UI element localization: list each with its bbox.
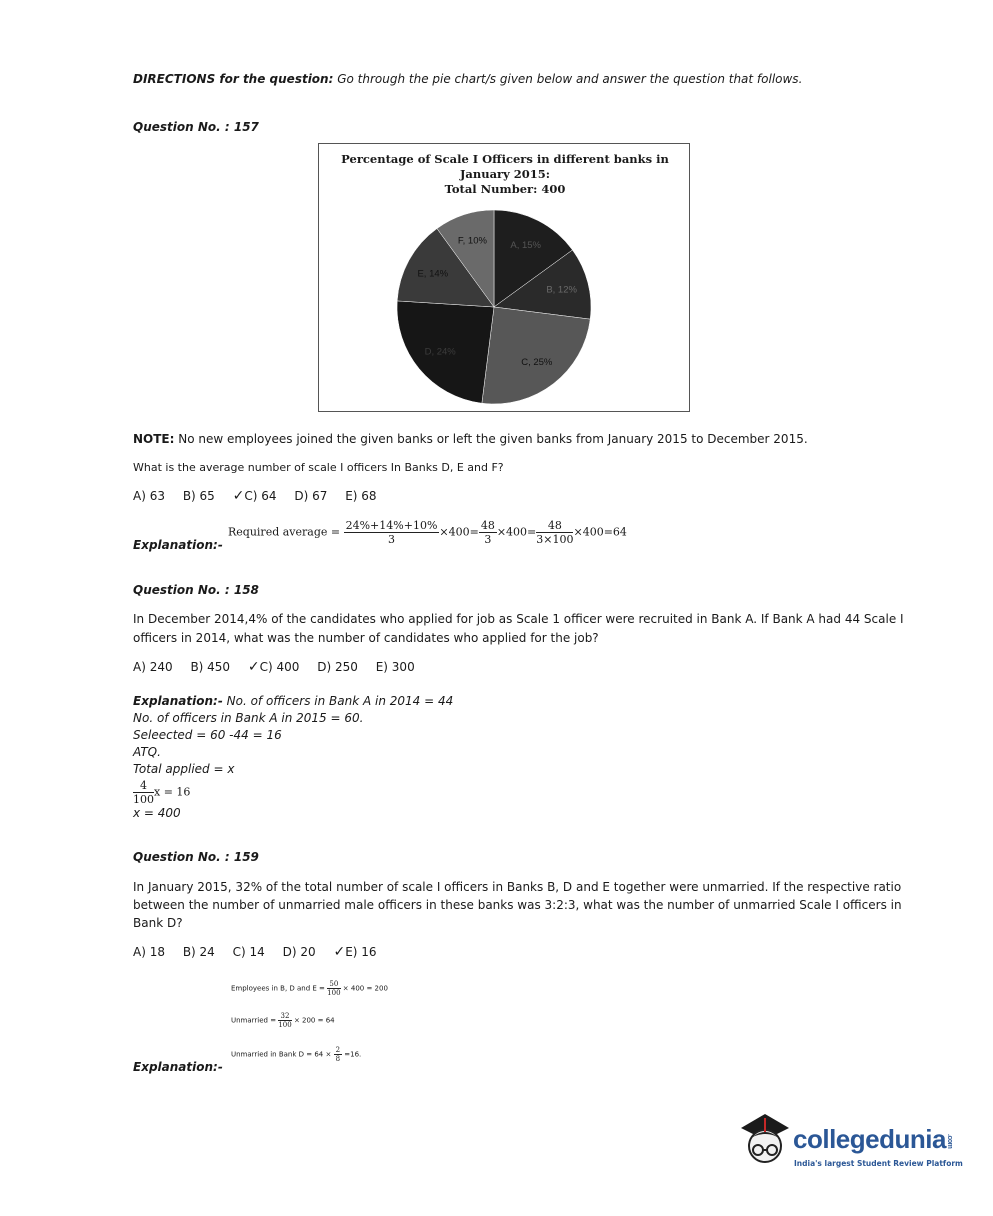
- q158-option-d: D) 250: [317, 660, 358, 674]
- q157-option-d: D) 67: [294, 489, 328, 503]
- q159-exp-line-3: Unmarried in Bank D = 64 × $\frac{2}{8}$ =16.: [231, 1046, 362, 1063]
- q159-label: Question No. : 159: [133, 850, 259, 864]
- q159-question-line-1: In January 2015, 32% of the total number of scale I officers in Banks B, D and E together were unmarried. If the respective ratio: [133, 880, 902, 894]
- q158-options: [133, 659, 429, 675]
- q158-explanation: [133, 694, 453, 708]
- directions: [133, 72, 802, 86]
- formula-term-1: ×400=: [439, 525, 479, 539]
- q158-fraction: $\frac{4}{100}$: [133, 779, 154, 806]
- note-text: No new employees joined the given banks or left the given banks from January 2015 to December 2015.: [178, 432, 808, 446]
- q159-exp-line-2: Unmarried = $\frac{32}{100}$ × 200 = 64: [231, 1012, 335, 1029]
- q158-exp-line-1: No. of officers in Bank A in 2014 = 44: [226, 694, 454, 708]
- chart-title-line-2: January 2015:: [459, 167, 551, 181]
- formula-fraction-1: $\frac{24\%+14\%+10\%}{3}$: [345, 519, 438, 546]
- q158-fraction-equation: [133, 779, 190, 806]
- q157-options: [133, 488, 391, 504]
- q159-option-d: D) 20: [282, 945, 316, 959]
- q158-question-line-2: officers in 2014, what was the number of candidates who applied for the job?: [133, 631, 599, 645]
- q158-exp-line-4: ATQ.: [133, 745, 161, 759]
- formula-fraction-2: $\frac{48}{3}$: [480, 519, 495, 546]
- q157-question: What is the average number of scale I officers In Banks D, E and F?: [133, 461, 504, 474]
- q159-option-b: B) 24: [182, 945, 215, 959]
- q158-exp-line-2: No. of officers in Bank A in 2015 = 60.: [133, 711, 364, 725]
- pie-chart: [319, 144, 691, 413]
- pie-label-d: D, 24%: [424, 346, 456, 358]
- chart-title-line-1: Percentage of Scale I Officers in different banks in: [341, 152, 669, 166]
- q158-question-line-1: In December 2014,4% of the candidates who applied for job as Scale 1 officer were recruited in Bank A. If Bank A had 44 Scale I: [133, 612, 904, 626]
- q158-option-a: A) 240: [133, 660, 173, 674]
- q157-option-b: B) 65: [182, 489, 215, 503]
- q157-formula: [228, 519, 627, 546]
- q158-label: Question No. : 158: [133, 583, 259, 597]
- q157-note: [133, 432, 808, 446]
- formula-term-2: ×400=: [496, 525, 537, 539]
- q159-question-line-2: between the number of unmarried male officers in these banks was 3:2:3, what was the number of unmarried Scale I officers in: [133, 898, 902, 912]
- mascot-icon: [735, 1110, 795, 1176]
- brand-name: collegedunia.com: [793, 1124, 953, 1154]
- pie-label-a: A, 15%: [510, 239, 542, 251]
- formula-fraction-3: $\frac{48}{3\times 100}$: [536, 519, 574, 546]
- q159-option-e: ✓E) 16: [333, 944, 377, 960]
- q159-options: [133, 944, 391, 960]
- q157-label: Question No. : 157: [133, 120, 259, 134]
- q158-exp-line-5: Total applied = x: [133, 762, 235, 776]
- q157-option-e: E) 68: [345, 489, 377, 503]
- q158-fraction-tail: x = 16: [154, 785, 191, 799]
- pie-label-b: B, 12%: [546, 284, 577, 296]
- collegedunia-logo: [735, 1110, 965, 1180]
- q158-option-e: E) 300: [375, 660, 415, 674]
- pie-label-c: C, 25%: [521, 357, 553, 369]
- formula-lead: Required average =: [228, 525, 341, 539]
- q159-explanation-label: Explanation:-: [133, 1060, 223, 1074]
- brand-tagline: India's largest Student Review Platform: [794, 1159, 963, 1168]
- directions-label: DIRECTIONS for the question:: [133, 72, 334, 86]
- q157-option-c: ✓C) 64: [232, 488, 277, 504]
- q157-explanation-label: Explanation:-: [133, 538, 223, 552]
- formula-term-3: ×400=64: [573, 525, 627, 539]
- q158-option-b: B) 450: [190, 660, 231, 674]
- q158-exp-line-3: Seleected = 60 -44 = 16: [133, 728, 282, 742]
- pie-slice-c: [482, 307, 590, 404]
- q159-question-line-3: Bank D?: [133, 916, 183, 930]
- q158-result: x = 400: [133, 806, 181, 820]
- q159-exp-line-1: Employees in B, D and E = $\frac{50}{100}$ × 400 = 200: [231, 980, 388, 997]
- chart-title-line-3: Total Number: 400: [444, 182, 566, 196]
- q159-option-a: A) 18: [133, 945, 165, 959]
- q159-option-c: C) 14: [232, 945, 265, 959]
- correct-check-icon: ✓: [232, 488, 245, 504]
- q158-option-c: ✓C) 400: [247, 659, 300, 675]
- pie-chart-box: [318, 143, 690, 412]
- note-label: NOTE:: [133, 432, 175, 446]
- correct-check-icon: ✓: [333, 944, 346, 960]
- pie-label-e: E, 14%: [417, 268, 449, 280]
- pie-label-f: F, 10%: [457, 235, 487, 247]
- q157-option-a: A) 63: [133, 489, 165, 503]
- brand-suffix: .com: [945, 1133, 953, 1148]
- correct-check-icon: ✓: [247, 659, 260, 675]
- q158-explanation-label: Explanation:-: [133, 694, 223, 708]
- directions-text: Go through the pie chart/s given below and answer the question that follows.: [337, 72, 803, 86]
